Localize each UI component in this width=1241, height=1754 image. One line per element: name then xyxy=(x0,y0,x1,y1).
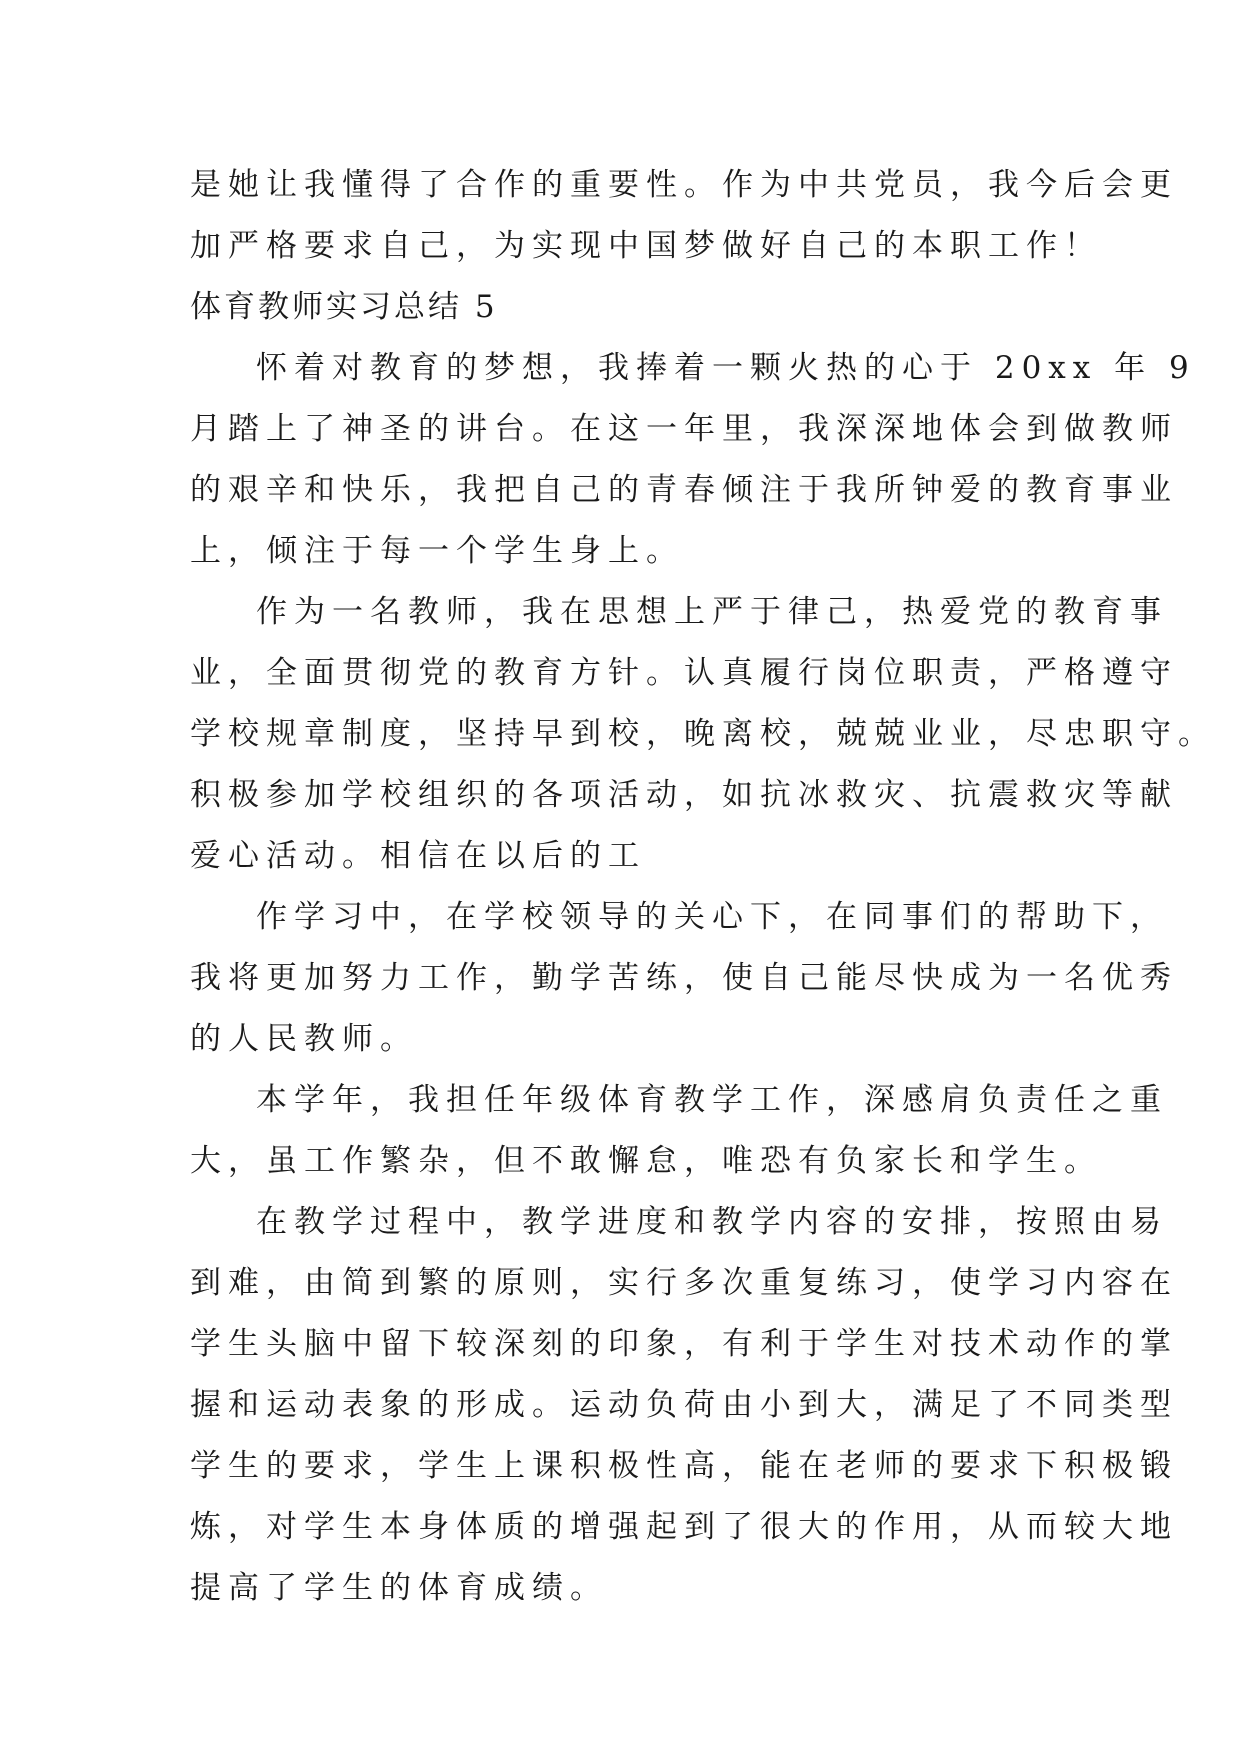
paragraph-line: 握和运动表象的形成。运动负荷由小到大，满足了不同类型 xyxy=(190,1387,1178,1423)
section-heading: 体育教师实习总结 5 xyxy=(190,289,498,325)
paragraph-line: 大，虽工作繁杂，但不敢懈怠，唯恐有负家长和学生。 xyxy=(190,1143,1102,1179)
paragraph-line: 作为一名教师，我在思想上严于律己，热爱党的教育事 xyxy=(256,594,1168,630)
paragraph-3 xyxy=(190,887,1178,1070)
paragraph-line: 上，倾注于每一个学生身上。 xyxy=(190,533,684,569)
paragraph-line: 学校规章制度，坚持早到校，晚离校，兢兢业业，尽忠职守。 xyxy=(190,716,1216,752)
paragraph-line: 到难，由简到繁的原则，实行多次重复练习，使学习内容在 xyxy=(190,1265,1178,1301)
paragraph-2 xyxy=(190,582,1216,887)
paragraph-line: 积极参加学校组织的各项活动，如抗冰救灾、抗震救灾等献 xyxy=(190,777,1178,813)
paragraph-4 xyxy=(190,1070,1168,1192)
paragraph-line: 爱心活动。相信在以后的工 xyxy=(190,838,646,874)
continuation-line: 是她让我懂得了合作的重要性。作为中共党员，我今后会更 xyxy=(190,167,1178,203)
paragraph-line: 业，全面贯彻党的教育方针。认真履行岗位职责，严格遵守 xyxy=(190,655,1178,691)
document-body xyxy=(190,155,1216,1619)
paragraph-line: 的艰辛和快乐，我把自己的青春倾注于我所钟爱的教育事业 xyxy=(190,472,1178,508)
paragraph-line: 炼，对学生本身体质的增强起到了很大的作用，从而较大地 xyxy=(190,1509,1178,1545)
paragraph-5 xyxy=(190,1192,1178,1619)
paragraph-line: 我将更加努力工作，勤学苦练，使自己能尽快成为一名优秀 xyxy=(190,960,1178,996)
paragraph-line: 作学习中，在学校领导的关心下，在同事们的帮助下， xyxy=(256,899,1168,935)
paragraph-line: 的人民教师。 xyxy=(190,1021,418,1057)
paragraph-line: 本学年，我担任年级体育教学工作，深感肩负责任之重 xyxy=(256,1082,1168,1118)
paragraph-line: 怀着对教育的梦想，我捧着一颗火热的心于 20xx 年 9 xyxy=(256,350,1196,386)
paragraph-line: 学生头脑中留下较深刻的印象，有利于学生对技术动作的掌 xyxy=(190,1326,1178,1362)
paragraph-line: 学生的要求，学生上课积极性高，能在老师的要求下积极锻 xyxy=(190,1448,1178,1484)
paragraph-line: 月踏上了神圣的讲台。在这一年里，我深深地体会到做教师 xyxy=(190,411,1178,447)
continuation-line: 加严格要求自己，为实现中国梦做好自己的本职工作！ xyxy=(190,228,1102,264)
paragraph-1 xyxy=(190,338,1196,582)
paragraph-line: 提高了学生的体育成绩。 xyxy=(190,1570,608,1606)
paragraph-line: 在教学过程中，教学进度和教学内容的安排，按照由易 xyxy=(256,1204,1168,1240)
